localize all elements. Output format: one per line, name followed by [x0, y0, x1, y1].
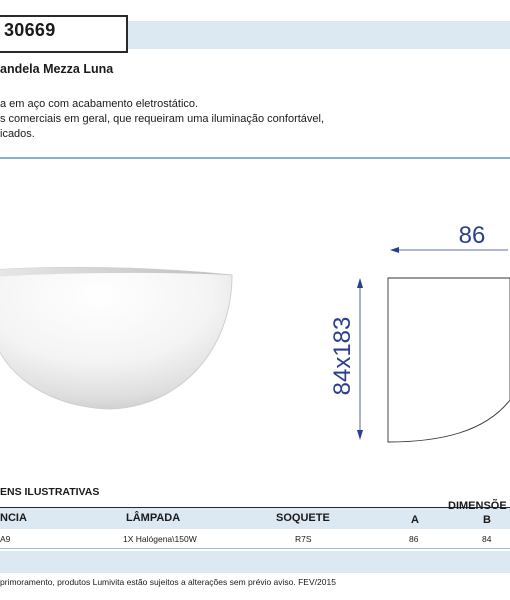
- table-header: [0, 500, 510, 529]
- column-header-reference: NCIA: [0, 512, 27, 524]
- cell-dimension-b: 84: [482, 534, 492, 544]
- description-line: icados.: [0, 128, 35, 140]
- footer-band: [0, 551, 510, 573]
- cell-soquete: R7S: [295, 534, 312, 544]
- description-line: s comerciais em geral, que requeiram uma iluminação confortável,: [0, 113, 325, 125]
- section-divider: [0, 157, 510, 159]
- footer-disclaimer: primoramento, produtos Lumivita estão sujeitos a alterações sem prévio aviso. FEV/2015: [0, 577, 336, 587]
- cell-reference: A9: [0, 534, 11, 544]
- column-header-soquete: SOQUETE: [276, 512, 330, 524]
- table-row: [0, 528, 510, 549]
- height-dimension-label: 84x183: [329, 316, 356, 396]
- technical-drawing: [320, 210, 510, 460]
- lamp-image: [0, 255, 240, 415]
- cell-dimension-a: 86: [409, 534, 419, 544]
- column-header-a: A: [411, 514, 419, 526]
- product-description: [0, 97, 500, 142]
- width-dimension-label: 86: [458, 222, 486, 249]
- section-title: ENS ILUSTRATIVAS: [0, 486, 100, 498]
- cell-lampada: 1X Halógena\150W: [123, 534, 197, 544]
- description-line: a em aço com acabamento eletrostático.: [0, 98, 199, 110]
- product-code: 30669: [4, 20, 56, 40]
- product-name: andela Mezza Luna: [0, 62, 114, 76]
- column-header-lampada: LÂMPADA: [126, 512, 181, 524]
- column-header-dimensoes: DIMENSÕE: [448, 500, 507, 512]
- column-header-b: B: [483, 514, 491, 526]
